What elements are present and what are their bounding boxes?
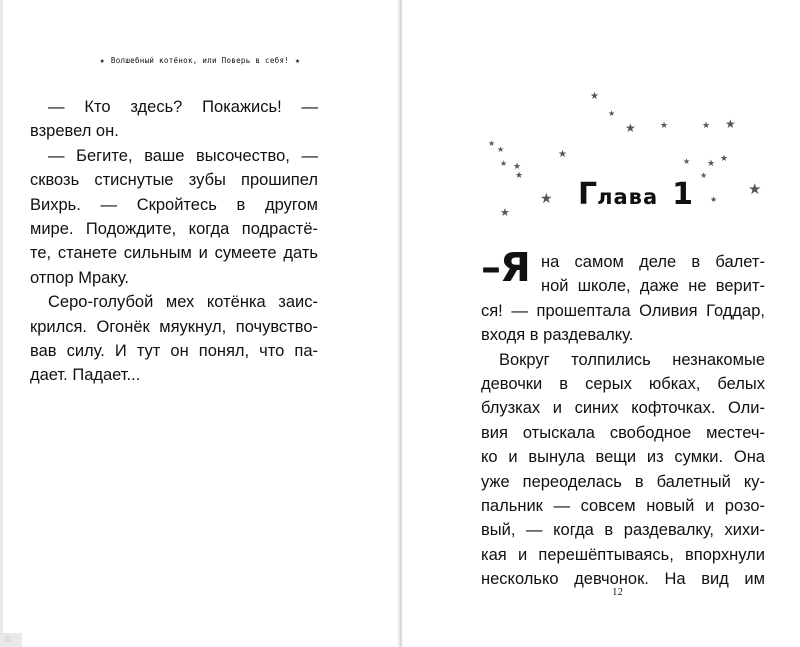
star-icon: ★: [488, 139, 496, 148]
text-line: отпор Мраку.: [30, 268, 129, 287]
text-line: — Кто здесь? Покажись! —: [48, 98, 318, 116]
text-line: Вихрь. — Скройтесь в другом: [30, 195, 318, 214]
running-head-text: Волшебный котёнок, или Поверь в себя!: [110, 56, 290, 65]
chapter-title-initial: Г: [578, 177, 598, 212]
running-head: [60, 56, 340, 65]
star-icon: ★: [725, 117, 736, 131]
star-icon: ★: [683, 157, 691, 166]
star-icon: ★: [700, 171, 708, 180]
star-icon: ★: [702, 121, 711, 131]
star-icon: ★: [99, 56, 105, 65]
text-line: девочки в серых юбках, белых: [481, 374, 765, 393]
corner-watermark: [0, 633, 22, 647]
chapter-title-rest: лава: [597, 185, 659, 209]
text-line: вав силу. И тут он понял, что па-: [30, 341, 318, 360]
text-line: ной школе, даже не верит-: [541, 277, 765, 296]
text-line: Серо-голубой мех котёнка заис-: [48, 293, 318, 312]
star-icon: ★: [720, 154, 729, 164]
text-line: мире. Подождите, когда подрастё-: [30, 219, 318, 238]
text-line: блузках и синих кофточках. Оли-: [481, 399, 765, 418]
star-icon: ★: [710, 195, 718, 204]
text-line: несколько девчонок. На вид им: [481, 570, 765, 589]
star-icon: ★: [295, 56, 301, 65]
text-line: сквозь стиснутые зубы прошипел: [30, 171, 318, 190]
text-line: кая и перешёптываясь, впорхнули: [481, 545, 765, 564]
text-line: взревел он.: [30, 122, 119, 141]
text-line: уже переоделась в балетный ку-: [481, 472, 765, 491]
star-icon: ★: [707, 159, 716, 169]
page-number: 12: [612, 586, 623, 598]
star-icon: ★: [515, 171, 524, 181]
text-line: ко и вынула вещи из сумки. Она: [481, 448, 765, 467]
star-icon: ★: [660, 121, 669, 131]
star-icon: ★: [558, 149, 567, 160]
star-icon: ★: [513, 162, 522, 172]
text-line: крился. Огонёк мяукнул, почувство-: [30, 317, 318, 336]
text-line: — Бегите, ваше высочество, —: [48, 146, 318, 165]
right-page-text: [481, 245, 765, 591]
star-icon: ★: [748, 180, 762, 198]
star-icon: ★: [500, 159, 508, 168]
star-icon: ★: [608, 109, 616, 118]
text-line: вия отыскала свободное местеч-: [481, 423, 765, 442]
star-icon: ★: [540, 191, 553, 207]
text-line: Вокруг толпились незнакомые: [499, 350, 765, 369]
chapter-heading: [578, 177, 693, 212]
page-edge-left: [0, 0, 3, 647]
text-line: пальник — совсем новый и розо-: [481, 496, 765, 515]
text-line: ся! — прошептала Оливия Годдар,: [481, 301, 765, 320]
star-icon: ★: [590, 91, 599, 102]
text-line: вый, — когда в раздевалку, хихи-: [481, 521, 765, 540]
drop-cap: –Я: [481, 245, 530, 291]
text-line: входя в раздевалку.: [481, 326, 634, 345]
star-icon: ★: [497, 145, 505, 154]
book-gutter: [397, 0, 403, 647]
text-line: дает. Падает...: [30, 366, 141, 385]
left-page-text: [30, 95, 318, 388]
chapter-number: 1: [672, 177, 694, 212]
text-line: на самом деле в балет-: [541, 253, 765, 271]
watermark-icon: ⊙: [4, 635, 12, 645]
star-icon: ★: [500, 206, 510, 219]
star-icon: ★: [625, 121, 636, 135]
text-line: те, станете сильным и сумеете дать: [30, 244, 318, 263]
